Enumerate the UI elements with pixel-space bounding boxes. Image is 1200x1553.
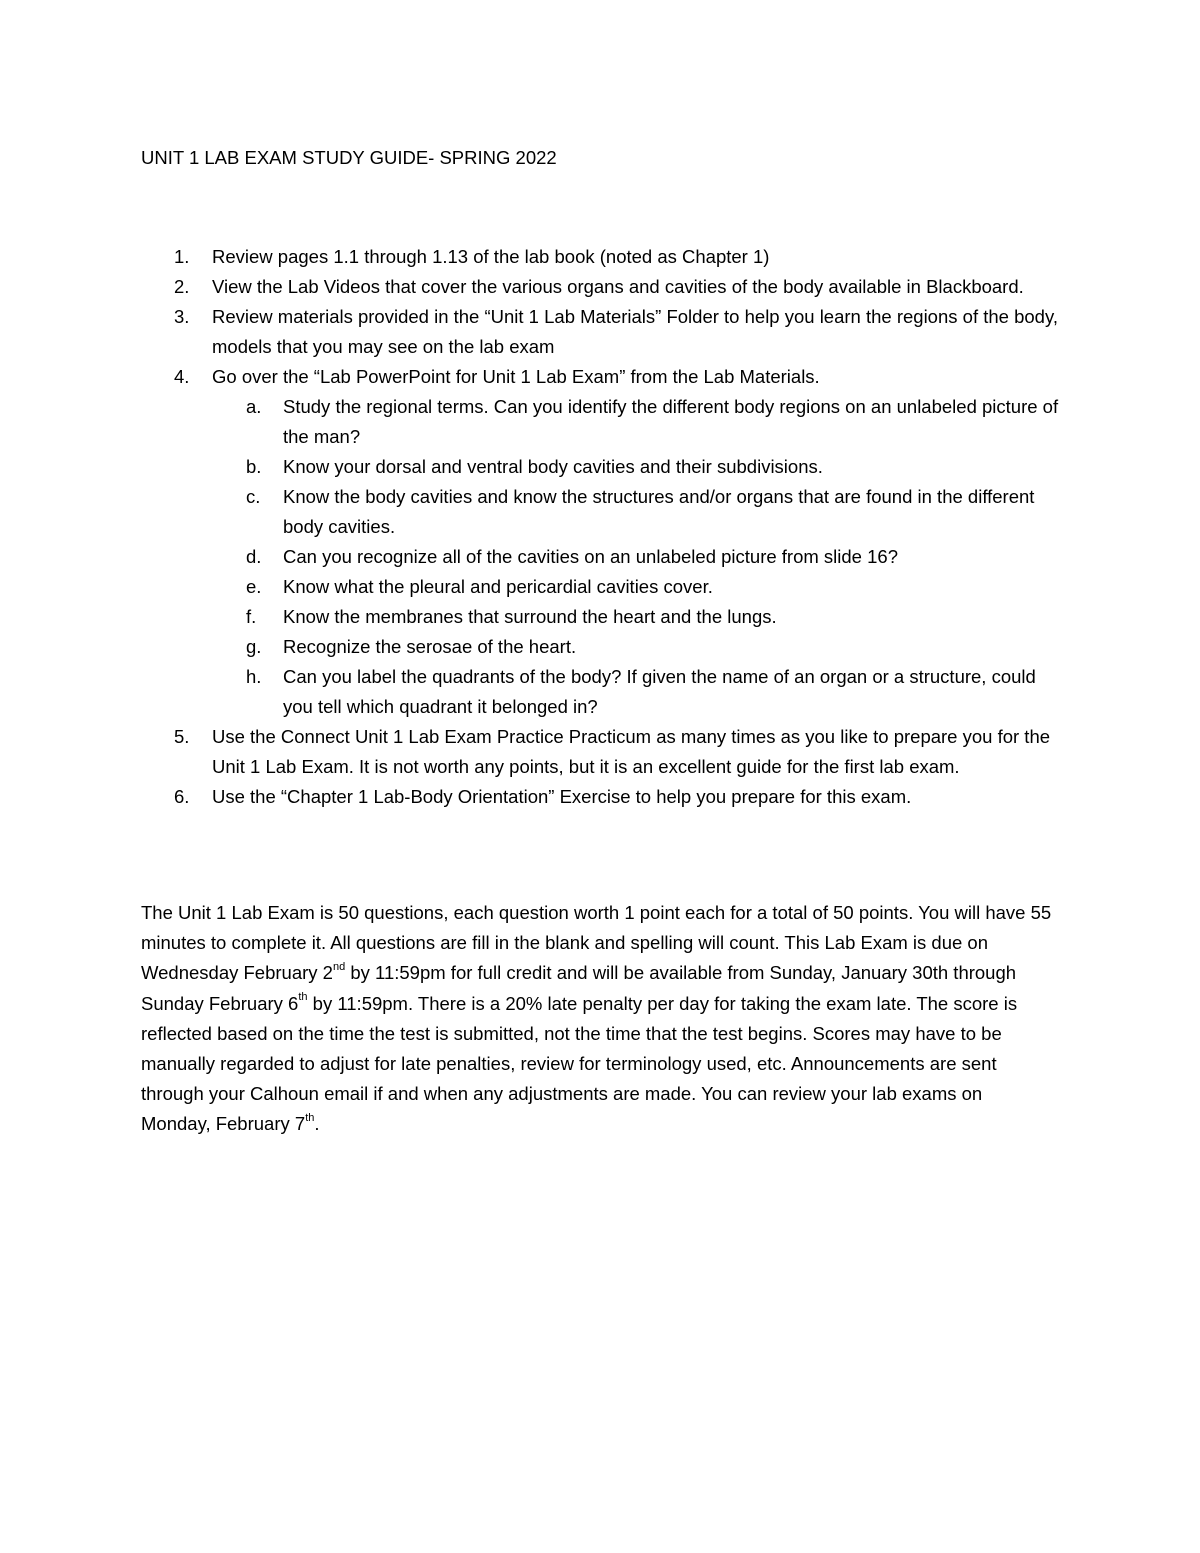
- sub-list-item: [141, 662, 1061, 722]
- list-item-text: Review materials provided in the “Unit 1 Lab Materials” Folder to help you learn the regions of the body, models that you may see on the lab exam: [212, 306, 1058, 357]
- list-item: [141, 302, 1061, 362]
- sub-list-item-letter: f.: [246, 606, 257, 627]
- list-item-text: View the Lab Videos that cover the various organs and cavities of the body available in Blackboard.: [212, 276, 1024, 297]
- list-item-text: Go over the “Lab PowerPoint for Unit 1 Lab Exam” from the Lab Materials.: [212, 366, 820, 387]
- sub-list-item-text: Can you recognize all of the cavities on an unlabeled picture from slide 16?: [283, 546, 898, 567]
- sub-list-item: [141, 632, 1061, 662]
- list-item-number: 5.: [174, 726, 190, 747]
- ordinal-suffix: th: [305, 1112, 315, 1125]
- sub-list-item-text: Know your dorsal and ventral body cavities and their subdivisions.: [283, 456, 823, 477]
- sub-list-item-text: Can you label the quadrants of the body? If given the name of an organ or a structure, could you tell which quadrant it belonged in?: [283, 666, 1036, 717]
- sub-list-item: [141, 542, 1061, 572]
- list-item-text: Review pages 1.1 through 1.13 of the lab book (noted as Chapter 1): [212, 246, 770, 267]
- list-item-number: 6.: [174, 786, 190, 807]
- list-item-number: 1.: [174, 246, 190, 267]
- list-item-text: Use the Connect Unit 1 Lab Exam Practice Practicum as many times as you like to prepare you for the Unit 1 Lab Exam. It is not worth any points, but it is an excellent guide for the first lab exam.: [212, 726, 1051, 777]
- exam-details-paragraph: [141, 898, 1056, 1140]
- sub-list-item-letter: e.: [246, 576, 262, 597]
- sub-list-item-text: Study the regional terms. Can you identify the different body regions on an unlabeled picture of the man?: [283, 396, 1059, 447]
- study-list: [141, 242, 1061, 812]
- list-item: [141, 242, 1061, 272]
- sub-list-item-letter: g.: [246, 636, 262, 657]
- paragraph-text: .: [314, 1113, 320, 1135]
- sub-list-item-text: Know the membranes that surround the heart and the lungs.: [283, 606, 777, 627]
- list-item-text: Use the “Chapter 1 Lab-Body Orientation” Exercise to help you prepare for this exam.: [212, 786, 912, 807]
- sub-list-item-text: Recognize the serosae of the heart.: [283, 636, 577, 657]
- document-title: UNIT 1 LAB EXAM STUDY GUIDE- SPRING 2022: [141, 147, 557, 168]
- paragraph-text: by 11:59pm for full credit and will be available from Sunday, January 30th through Sunday February 6: [141, 962, 1017, 1014]
- list-item: [141, 782, 1061, 812]
- sub-list-item-text: Know the body cavities and know the structures and/or organs that are found in the different body cavities.: [283, 486, 1035, 537]
- list-item-number: 4.: [174, 366, 190, 387]
- sub-list-item: [141, 602, 1061, 632]
- sub-list-item: [141, 452, 1061, 482]
- sub-list-item-letter: h.: [246, 666, 262, 687]
- sub-list-item-text: Know what the pleural and pericardial cavities cover.: [283, 576, 713, 597]
- paragraph-text: The Unit 1 Lab Exam is 50 questions, each question worth 1 point each for a total of 50 points. You will have 55 minutes to complete it. All questions are fill in the blank and spelling will count. This Lab Exam is due on Wednesday February 2: [141, 902, 1052, 984]
- sub-list-item-letter: d.: [246, 546, 262, 567]
- paragraph-text: by 11:59pm. There is a 20% late penalty per day for taking the exam late. The score is reflected based on the time the test is submitted, not the time that the test begins. Scores may have to be manually regarded to adjust for late penalties, review for terminology used, etc. Announcements are sent through your Calhoun email if and when any adjustments are made. You can review your lab exams on Monday, February 7: [141, 992, 1018, 1135]
- sub-list-item: [141, 482, 1061, 542]
- sub-list-item-letter: b.: [246, 456, 262, 477]
- sub-list-item-letter: c.: [246, 486, 261, 507]
- ordinal-suffix: th: [298, 991, 308, 1004]
- list-item: [141, 272, 1061, 302]
- sub-list-item: [141, 392, 1061, 452]
- list-item: [141, 362, 1061, 392]
- sub-list-item-letter: a.: [246, 396, 262, 417]
- sub-list-item: [141, 572, 1061, 602]
- list-item-number: 2.: [174, 276, 190, 297]
- list-item: [141, 722, 1061, 782]
- ordinal-suffix: nd: [332, 961, 346, 974]
- list-item-number: 3.: [174, 306, 190, 327]
